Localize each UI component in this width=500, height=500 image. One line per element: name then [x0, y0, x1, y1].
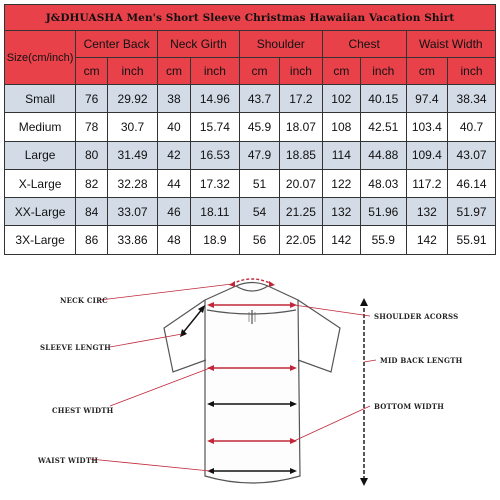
measurement-cell: 44.88: [360, 141, 406, 169]
measurement-cell: 38.34: [448, 85, 496, 113]
measurement-cell: 80: [76, 141, 108, 169]
unit-header: inch: [190, 58, 239, 85]
measurement-cell: 55.9: [360, 226, 406, 254]
waist-width-label: WAIST WIDTH: [38, 456, 99, 465]
measurement-cell: 38: [158, 85, 191, 113]
measurement-cell: 48: [158, 226, 191, 254]
measurement-cell: 43.7: [239, 85, 279, 113]
measurement-cell: 132: [322, 198, 360, 226]
measurement-cell: 46.14: [448, 169, 496, 197]
measurement-cell: 33.86: [108, 226, 158, 254]
measurement-cell: 42: [158, 141, 191, 169]
measurement-cell: 117.2: [406, 169, 447, 197]
unit-header: cm: [76, 58, 108, 85]
sleeve-length-label: SLEEVE LENGTH: [40, 343, 111, 352]
unit-header: cm: [322, 58, 360, 85]
measurement-cell: 17.2: [280, 85, 323, 113]
measurement-cell: 76: [76, 85, 108, 113]
measurement-cell: 51.96: [360, 198, 406, 226]
measurement-cell: 40.7: [448, 113, 496, 141]
bottom-width-label: BOTTOM WIDTH: [374, 402, 445, 411]
column-header-neck-girth: Neck Girth: [158, 31, 240, 58]
measurement-cell: 42.51: [360, 113, 406, 141]
size-column-header: Size(cm/inch): [5, 31, 76, 85]
measurement-cell: 14.96: [190, 85, 239, 113]
unit-header: cm: [406, 58, 447, 85]
neck-circ-label: NECK CIRC: [60, 296, 108, 305]
measurement-cell: 114: [322, 141, 360, 169]
table-row: [5, 113, 496, 141]
unit-header: cm: [158, 58, 191, 85]
measurement-cell: 43.07: [448, 141, 496, 169]
shirt-measurement-diagram: [0, 276, 500, 500]
table-row: [5, 198, 496, 226]
measurement-cell: 54: [239, 198, 279, 226]
sleeve-marker: [180, 305, 205, 337]
measurement-cell: 142: [406, 226, 447, 254]
measurement-cell: 18.9: [190, 226, 239, 254]
measurement-cell: 86: [76, 226, 108, 254]
measurement-cell: 18.11: [190, 198, 239, 226]
size-name-cell: Small: [5, 85, 76, 113]
mid-back-length-label: MID BACK LENGTH: [380, 356, 463, 365]
measurement-cell: 31.49: [108, 141, 158, 169]
mid-back-marker: [360, 298, 368, 486]
measurement-cell: 30.7: [108, 113, 158, 141]
measurement-cell: 33.07: [108, 198, 158, 226]
size-name-cell: XX-Large: [5, 198, 76, 226]
measurement-cell: 17.32: [190, 169, 239, 197]
measurement-cell: 51.97: [448, 198, 496, 226]
unit-header: inch: [108, 58, 158, 85]
measurement-cell: 108: [322, 113, 360, 141]
measurement-cell: 47.9: [239, 141, 279, 169]
column-header-waist-width: Waist Width: [406, 31, 495, 58]
measurement-cell: 40: [158, 113, 191, 141]
measurement-cell: 109.4: [406, 141, 447, 169]
size-name-cell: 3X-Large: [5, 226, 76, 254]
measurement-cell: 15.74: [190, 113, 239, 141]
measurement-cell: 29.92: [108, 85, 158, 113]
measurement-cell: 18.85: [280, 141, 323, 169]
column-header-shoulder: Shoulder: [239, 31, 322, 58]
shirt-illustration: [0, 276, 500, 500]
size-name-cell: Medium: [5, 113, 76, 141]
size-name-cell: X-Large: [5, 169, 76, 197]
shirt-outline: [164, 283, 340, 484]
measurement-cell: 103.4: [406, 113, 447, 141]
unit-header: cm: [239, 58, 279, 85]
measurement-cell: 55.91: [448, 226, 496, 254]
unit-header: inch: [448, 58, 496, 85]
column-header-center-back: Center Back: [76, 31, 158, 58]
size-rows: [5, 85, 496, 255]
unit-header: inch: [280, 58, 323, 85]
table-row: [5, 226, 496, 254]
measurement-cell: 48.03: [360, 169, 406, 197]
measurement-cell: 84: [76, 198, 108, 226]
column-header-chest: Chest: [322, 31, 406, 58]
unit-header: inch: [360, 58, 406, 85]
measurement-cell: 22.05: [280, 226, 323, 254]
measurement-cell: 97.4: [406, 85, 447, 113]
size-name-cell: Large: [5, 141, 76, 169]
measurement-cell: 18.07: [280, 113, 323, 141]
chest-width-label: CHEST WIDTH: [52, 406, 114, 415]
measurement-cell: 45.9: [239, 113, 279, 141]
chart-title: J&DHUASHA Men's Short Sleeve Christmas Hawaiian Vacation Shirt: [5, 5, 496, 31]
measurement-cell: 132: [406, 198, 447, 226]
measurement-cell: 20.07: [280, 169, 323, 197]
table-row: [5, 85, 496, 113]
shoulder-label: SHOULDER ACORSS: [374, 312, 459, 321]
measurement-cell: 40.15: [360, 85, 406, 113]
table-row: [5, 169, 496, 197]
table-row: [5, 141, 496, 169]
measurement-cell: 46: [158, 198, 191, 226]
measurement-cell: 16.53: [190, 141, 239, 169]
measurement-cell: 21.25: [280, 198, 323, 226]
measurement-cell: 122: [322, 169, 360, 197]
measurement-cell: 78: [76, 113, 108, 141]
measurement-cell: 102: [322, 85, 360, 113]
measurement-cell: 32.28: [108, 169, 158, 197]
measurement-cell: 82: [76, 169, 108, 197]
measurement-cell: 142: [322, 226, 360, 254]
size-chart-table: [4, 4, 496, 255]
measurement-cell: 44: [158, 169, 191, 197]
measurement-cell: 56: [239, 226, 279, 254]
measurement-cell: 51: [239, 169, 279, 197]
